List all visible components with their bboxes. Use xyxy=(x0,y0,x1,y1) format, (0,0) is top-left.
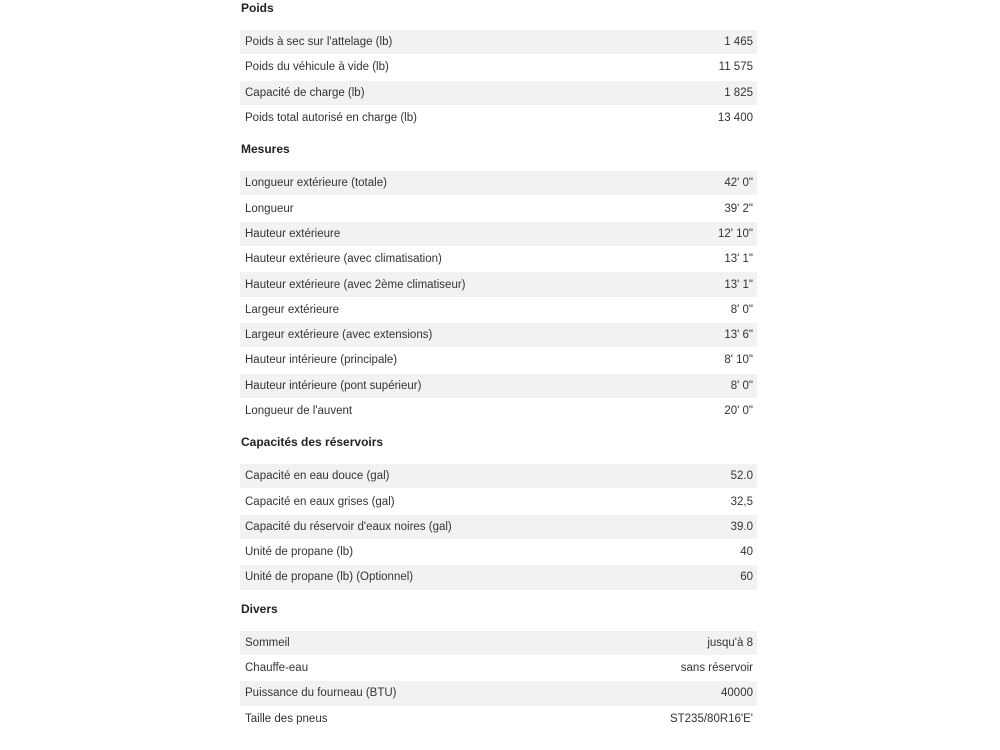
spec-value: 13' 1" xyxy=(724,253,753,266)
spec-table-capacites xyxy=(240,464,757,590)
spec-value: 8' 0" xyxy=(730,379,753,392)
spec-row xyxy=(240,348,757,373)
spec-label: Hauteur intérieure (pont supérieur) xyxy=(245,379,422,392)
spec-row xyxy=(240,399,757,424)
spec-value: 13 400 xyxy=(717,112,753,125)
spec-value: ST235/80R16'E' xyxy=(669,712,753,725)
spec-row xyxy=(240,171,757,196)
spec-table-mesures xyxy=(240,171,757,424)
spec-row xyxy=(240,374,757,399)
spec-row xyxy=(240,489,757,514)
spec-value: sans réservoir xyxy=(680,662,753,675)
spec-label: Largeur extérieure xyxy=(245,303,339,316)
spec-label: Sommeil xyxy=(245,636,290,649)
spec-label: Poids du véhicule à vide (lb) xyxy=(245,61,389,74)
spec-label: Capacité en eaux grises (gal) xyxy=(245,495,395,508)
spec-label: Hauteur extérieure xyxy=(245,227,341,240)
spec-label: Capacité du réservoir d'eaux noires (gal) xyxy=(245,520,452,533)
spec-label: Taille des pneus xyxy=(245,712,328,725)
spec-row xyxy=(240,106,757,131)
spec-value: 20' 0" xyxy=(724,405,753,417)
spec-value: 39.0 xyxy=(730,520,753,533)
spec-value: 12' 10" xyxy=(717,227,753,240)
spec-label: Hauteur extérieure (avec 2ème climatiseur) xyxy=(245,278,466,291)
spec-value: 60 xyxy=(740,571,753,584)
spec-value: 8' 0" xyxy=(730,303,753,316)
spec-label: Longueur de l'auvent xyxy=(245,405,353,417)
spec-row xyxy=(240,515,757,540)
spec-row xyxy=(240,196,757,221)
spec-value: 13' 6" xyxy=(724,329,753,342)
spec-value: 1 825 xyxy=(724,86,753,99)
spec-row xyxy=(240,247,757,272)
spec-row xyxy=(240,323,757,348)
spec-row xyxy=(240,298,757,323)
specifications-panel xyxy=(240,0,757,732)
spec-label: Capacité de charge (lb) xyxy=(245,86,365,99)
spec-label: Hauteur intérieure (principale) xyxy=(245,354,398,367)
spec-value: jusqu'à 8 xyxy=(707,636,753,649)
spec-label: Longueur xyxy=(245,202,294,215)
section-title-divers: Divers xyxy=(241,601,278,616)
spec-label: Unité de propane (lb) (Optionnel) xyxy=(245,571,414,584)
spec-label: Puissance du fourneau (BTU) xyxy=(245,687,397,700)
spec-row xyxy=(240,30,757,55)
spec-row xyxy=(240,272,757,297)
spec-value: 32,5 xyxy=(730,495,753,508)
spec-row xyxy=(240,565,757,590)
spec-value: 40000 xyxy=(721,687,753,700)
spec-value: 42' 0" xyxy=(724,177,753,190)
spec-value: 8' 10" xyxy=(724,354,753,367)
spec-row xyxy=(240,55,757,80)
spec-row xyxy=(240,681,757,706)
spec-label: Poids à sec sur l'attelage (lb) xyxy=(245,36,393,49)
spec-row xyxy=(240,81,757,106)
section-title-poids: Poids xyxy=(241,1,274,15)
spec-value: 39' 2" xyxy=(724,202,753,215)
spec-value: 1 465 xyxy=(724,36,753,49)
spec-label: Capacité en eau douce (gal) xyxy=(245,470,390,483)
spec-row xyxy=(240,222,757,247)
spec-value: 11 575 xyxy=(718,61,753,74)
spec-label: Largeur extérieure (avec extensions) xyxy=(245,329,433,342)
spec-table-divers xyxy=(240,631,757,732)
spec-value: 52.0 xyxy=(730,470,753,483)
section-title-capacites: Capacités des réservoirs xyxy=(241,435,384,450)
spec-value: 40 xyxy=(740,546,753,559)
spec-row xyxy=(240,631,757,656)
spec-label: Longueur extérieure (totale) xyxy=(245,177,387,190)
spec-row xyxy=(240,656,757,681)
spec-label: Hauteur extérieure (avec climatisation) xyxy=(245,253,442,266)
spec-value: 13' 1" xyxy=(724,278,753,291)
spec-row xyxy=(240,540,757,565)
spec-row xyxy=(240,464,757,489)
spec-label: Unité de propane (lb) xyxy=(245,546,354,559)
spec-label: Chauffe-eau xyxy=(245,662,309,675)
spec-row xyxy=(240,707,757,732)
spec-label: Poids total autorisé en charge (lb) xyxy=(245,112,417,125)
section-title-mesures: Mesures xyxy=(241,142,290,157)
spec-table-poids xyxy=(240,30,757,131)
